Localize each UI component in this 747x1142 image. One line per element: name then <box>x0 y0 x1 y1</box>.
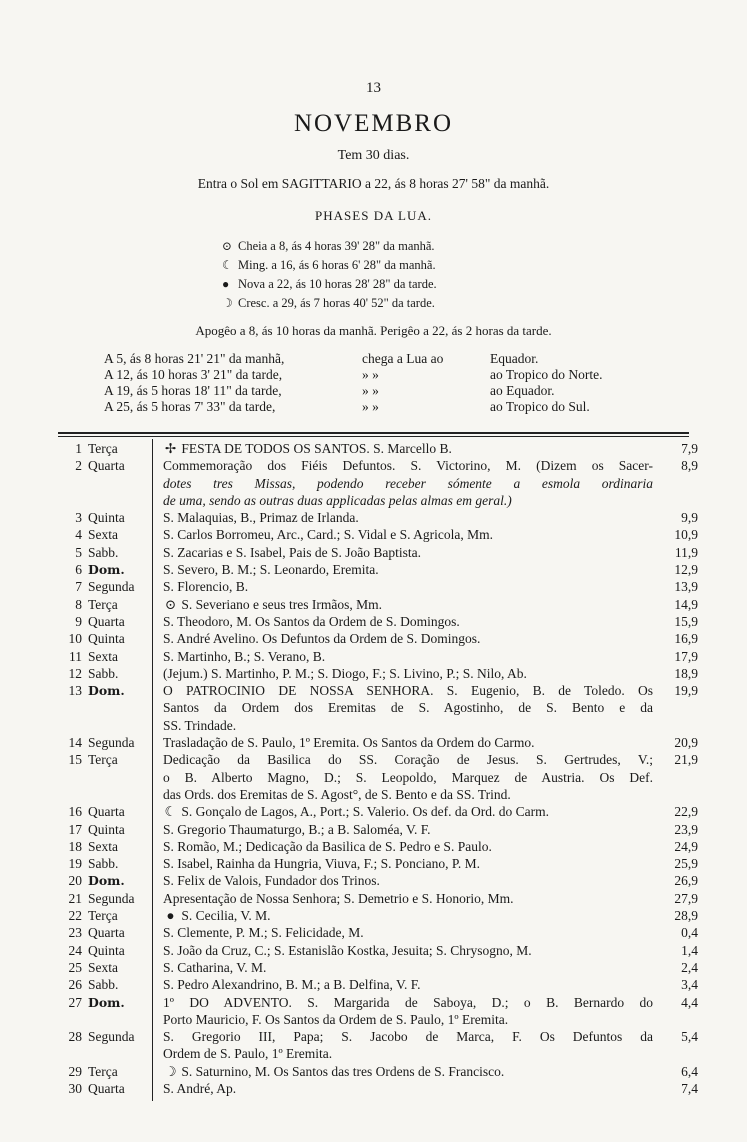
day-number: 10 <box>68 631 82 647</box>
description-line <box>163 924 653 941</box>
day-description <box>157 1028 653 1063</box>
weekday: Dom. <box>88 873 125 889</box>
description-line <box>163 492 653 509</box>
description-text: S. André, Ap. <box>163 1080 237 1096</box>
description-text: S. Clemente, P. M.; S. Felicidade, M. <box>163 925 364 941</box>
weekday: Sexta <box>88 648 118 664</box>
day-description <box>157 734 653 751</box>
moon-position-date: A 5, ás 8 horas 21' 21" da manhã, <box>104 351 285 366</box>
description-line <box>163 596 653 613</box>
weekday: Terça <box>88 908 118 924</box>
calendar-row <box>58 872 698 889</box>
moon-age-value: 12,9 <box>674 562 698 578</box>
description-text: S. Felix de Valois, Fundador dos Trinos. <box>163 873 380 889</box>
calendar-row <box>58 1028 698 1063</box>
weekday: Quarta <box>88 613 125 629</box>
calendar-row <box>58 924 698 941</box>
description-line <box>163 613 653 630</box>
moon-age-value: 9,9 <box>681 510 698 526</box>
page-number: 13 <box>366 80 381 96</box>
day-description <box>157 457 653 509</box>
moon-age-value: 18,9 <box>674 665 698 681</box>
moon-age-value: 8,9 <box>681 458 698 474</box>
description-text: S. Carlos Borromeu, Arc., Card.; S. Vidal e S. Agricola, Mm. <box>163 527 494 543</box>
description-text: Ordem de S. Paulo, 1º Eremita. <box>163 1046 333 1062</box>
description-line <box>163 544 653 561</box>
moon-position-row <box>104 399 664 415</box>
calendar-row <box>58 976 698 993</box>
moon-age-value: 3,4 <box>681 977 698 993</box>
moon-position-date: A 19, ás 5 horas 18' 11" da tarde, <box>104 383 282 398</box>
calendar-row <box>58 751 698 803</box>
description-line <box>163 1080 653 1097</box>
moon-phase-text: Cheia a 8, ás 4 horas 39' 28" da manhã. <box>238 239 435 253</box>
day-description <box>157 1063 653 1080</box>
day-description <box>157 976 653 993</box>
weekday: Dom. <box>88 562 125 578</box>
day-description <box>157 578 653 595</box>
moon-age-value: 13,9 <box>674 579 698 595</box>
moon-age-value: 26,9 <box>674 873 698 889</box>
moon-age-value: 23,9 <box>674 821 698 837</box>
description-line <box>163 786 653 803</box>
calendar-row <box>58 803 698 820</box>
full-moon-icon: ⊙ <box>222 239 233 253</box>
moon-phases-list <box>222 237 552 313</box>
moon-position-mid: » » <box>362 399 379 414</box>
description-text: S. Theodoro, M. Os Santos da Ordem de S. Domingos. <box>163 613 460 629</box>
description-text: S. André Avelino. Os Defuntos da Ordem de S. Domingos. <box>163 631 481 647</box>
description-text: Apresentação de Nossa Senhora; S. Demetrio e S. Honorio, Mm. <box>163 890 514 906</box>
description-line <box>163 734 653 751</box>
calendar-row <box>58 561 698 578</box>
day-number: 20 <box>68 873 82 889</box>
moon-phase-text: Nova a 22, ás 10 horas 28' 28" da tarde. <box>238 277 437 291</box>
moon-position-mid: chega a Lua ao <box>362 351 444 366</box>
new-moon-icon: ● <box>166 908 175 924</box>
day-number: 22 <box>68 908 82 924</box>
day-number: 5 <box>75 544 82 560</box>
description-line <box>163 821 653 838</box>
day-number: 26 <box>68 977 82 993</box>
calendar-row <box>58 596 698 613</box>
full-moon-icon: ⊙ <box>164 596 177 612</box>
description-text: Santos da Ordem dos Eremitas de S. Agostinho, de S. Bento e da <box>163 700 653 716</box>
day-number: 19 <box>68 856 82 872</box>
day-description <box>157 838 653 855</box>
moon-age-value: 5,4 <box>681 1029 698 1045</box>
description-text: S. Romão, M.; Dedicação da Basilica de S. Pedro e S. Paulo. <box>163 838 492 854</box>
calendar-row <box>58 855 698 872</box>
weekday: Quarta <box>88 458 125 474</box>
day-description <box>157 855 653 872</box>
weekday: Quarta <box>88 804 125 820</box>
day-number: 16 <box>68 804 82 820</box>
day-description <box>157 526 653 543</box>
calendar-row <box>58 526 698 543</box>
moon-position-dest: ao Equador. <box>490 383 555 398</box>
description-line <box>163 769 653 786</box>
description-text: S. Saturnino, M. Os Santos das tres Ordens de S. Francisco. <box>181 1063 505 1079</box>
description-line <box>163 1063 653 1080</box>
calendar-row <box>58 1080 698 1097</box>
description-line <box>163 872 653 889</box>
description-text: S. Severo, B. M.; S. Leonardo, Eremita. <box>163 562 379 578</box>
weekday: Terça <box>88 752 118 768</box>
weekday: Segunda <box>88 1029 135 1045</box>
description-line <box>163 1028 653 1045</box>
moon-position-date: A 25, ás 5 horas 7' 33" da tarde, <box>104 399 276 414</box>
weekday: Quinta <box>88 510 125 526</box>
calendar-row <box>58 440 698 457</box>
weekday: Sabb. <box>88 856 119 872</box>
weekday: Sexta <box>88 527 118 543</box>
description-text: S. Catharina, V. M. <box>163 959 267 975</box>
day-number: 24 <box>68 942 82 958</box>
weekday: Quarta <box>88 1080 125 1096</box>
day-description <box>157 561 653 578</box>
weekday: Quarta <box>88 925 125 941</box>
day-number: 18 <box>68 838 82 854</box>
moon-position-mid: » » <box>362 383 379 398</box>
weekday: Terça <box>88 1063 118 1079</box>
moon-position-dest: Equador. <box>490 351 539 366</box>
moon-age-value: 15,9 <box>674 613 698 629</box>
days-count: Tem 30 dias. <box>337 148 410 163</box>
calendar-row <box>58 959 698 976</box>
weekday: Sexta <box>88 959 118 975</box>
description-text: S. Pedro Alexandrino, B. M.; a B. Delfina, V. F. <box>163 977 421 993</box>
day-description <box>157 907 653 924</box>
month-title: NOVEMBRO <box>293 110 454 137</box>
description-text: O PATROCINIO DE NOSSA SENHORA. S. Eugenio, B. de Toledo. Os <box>163 683 653 699</box>
description-text: das Ords. dos Eremitas de S. Agost°, de S. Bento e da SS. Trind. <box>163 786 511 802</box>
calendar-row <box>58 942 698 959</box>
calendar-row <box>58 457 698 509</box>
description-line <box>163 751 653 768</box>
description-text: S. Gregorio III, Papa; S. Jacobo de Marca, F. Os Defuntos da <box>163 1029 653 1045</box>
day-number: 25 <box>68 959 82 975</box>
description-text: S. Zacarias e S. Isabel, Pais de S. João Baptista. <box>163 544 421 560</box>
day-number: 28 <box>68 1029 82 1045</box>
description-text: Commemoração dos Fiéis Defuntos. S. Victorino, M. (Dizem os Sacer- <box>163 458 653 474</box>
moon-phase-row <box>222 275 552 294</box>
weekday: Segunda <box>88 579 135 595</box>
calendar-row <box>58 994 698 1029</box>
moon-age-value: 22,9 <box>674 804 698 820</box>
description-line <box>163 838 653 855</box>
description-text: SS. Trindade. <box>163 717 237 733</box>
calendar-row <box>58 890 698 907</box>
description-line <box>163 682 653 699</box>
moon-age-value: 25,9 <box>674 856 698 872</box>
calendar-row <box>58 509 698 526</box>
cross-icon: ✢ <box>164 441 177 456</box>
day-number: 9 <box>75 613 82 629</box>
description-text: o B. Alberto Magno, D.; S. Leopoldo, Marquez de Austria. Os Def. <box>163 769 653 785</box>
moon-phase-row <box>222 237 552 256</box>
description-text: Porto Mauricio, F. Os Santos da Ordem de S. Paulo, 1º Eremita. <box>163 1011 509 1027</box>
description-line <box>163 803 653 820</box>
moon-age-value: 28,9 <box>674 908 698 924</box>
calendar-row <box>58 1063 698 1080</box>
weekday: Sabb. <box>88 977 119 993</box>
moon-age-value: 20,9 <box>674 735 698 751</box>
moon-position-dest: ao Tropico do Sul. <box>490 399 590 414</box>
calendar-row <box>58 665 698 682</box>
day-number: 27 <box>68 994 82 1010</box>
moon-phase-row <box>222 256 552 275</box>
calendar-row <box>58 544 698 561</box>
description-text: S. Malaquias, B., Primaz de Irlanda. <box>163 510 359 526</box>
description-text: dotes tres Missas, podendo receber sómente a esmola ordinaria <box>163 475 653 491</box>
description-text: S. João da Cruz, C.; S. Estanislão Kostka, Jesuita; S. Chrysogno, M. <box>163 942 532 958</box>
description-line <box>163 717 653 734</box>
day-description <box>157 1080 653 1097</box>
day-number: 23 <box>68 925 82 941</box>
apogee-line: Apogêo a 8, ás 10 horas da manhã. Perigêo a 22, ás 2 horas da tarde. <box>195 323 552 338</box>
day-number: 14 <box>68 735 82 751</box>
day-description <box>157 959 653 976</box>
moon-age-value: 27,9 <box>674 890 698 906</box>
description-text: S. Florencio, B. <box>163 579 249 595</box>
day-description <box>157 994 653 1029</box>
moon-age-value: 21,9 <box>674 752 698 768</box>
day-description <box>157 821 653 838</box>
calendar-row <box>58 648 698 665</box>
description-line <box>163 475 653 492</box>
day-number: 8 <box>75 596 82 612</box>
description-text: 1º DO ADVENTO. S. Margarida de Saboya, D.; o B. Bernardo do <box>163 994 653 1010</box>
moon-age-value: 14,9 <box>674 596 698 612</box>
day-description <box>157 509 653 526</box>
moon-age-value: 1,4 <box>681 942 698 958</box>
description-text: (Jejum.) S. Martinho, P. M.; S. Diogo, F.; S. Livino, P.; S. Nilo, Ab. <box>163 665 527 681</box>
day-number: 29 <box>68 1063 82 1079</box>
moon-phase-text: Cresc. a 29, ás 7 horas 40' 52" da tarde. <box>238 296 435 310</box>
description-line <box>163 994 653 1011</box>
waning-moon-icon: ☾ <box>164 804 177 820</box>
day-description <box>157 924 653 941</box>
moon-position-row <box>104 367 664 383</box>
day-description <box>157 872 653 889</box>
description-line <box>163 699 653 716</box>
weekday: Segunda <box>88 735 135 751</box>
weekday: Quinta <box>88 631 125 647</box>
weekday: Sabb. <box>88 665 119 681</box>
description-line <box>163 648 653 665</box>
day-number: 6 <box>75 562 82 578</box>
phases-title: PHASES DA LUA. <box>315 208 432 223</box>
description-line <box>163 578 653 595</box>
description-line <box>163 855 653 872</box>
moon-position-row <box>104 383 664 399</box>
weekday: Segunda <box>88 890 135 906</box>
description-line <box>163 509 653 526</box>
moon-age-value: 2,4 <box>681 959 698 975</box>
day-number: 17 <box>68 821 82 837</box>
moon-position-dest: ao Tropico do Norte. <box>490 367 603 382</box>
description-line <box>163 440 653 457</box>
calendar-row <box>58 907 698 924</box>
description-line <box>163 890 653 907</box>
waxing-moon-icon: ☽ <box>222 296 233 310</box>
moon-phase-row <box>222 294 552 313</box>
moon-age-value: 17,9 <box>674 648 698 664</box>
description-text: S. Gregorio Thaumaturgo, B.; a B. Saloméa, V. F. <box>163 821 431 837</box>
description-text: S. Isabel, Rainha da Hungria, Viuva, F.; S. Ponciano, P. M. <box>163 856 480 872</box>
description-line <box>163 907 653 924</box>
moon-position-mid: » » <box>362 367 379 382</box>
day-number: 1 <box>75 441 82 456</box>
moon-age-value: 4,4 <box>681 994 698 1010</box>
description-text: FESTA DE TODOS OS SANTOS. S. Marcello B. <box>181 441 452 456</box>
weekday: Quinta <box>88 821 125 837</box>
day-number: 7 <box>75 579 82 595</box>
description-line <box>163 665 653 682</box>
day-number: 15 <box>68 752 82 768</box>
calendar-row <box>58 734 698 751</box>
calendar-row <box>58 578 698 595</box>
moon-age-value: 0,4 <box>681 925 698 941</box>
day-number: 30 <box>68 1080 82 1096</box>
day-number: 2 <box>75 458 82 474</box>
day-description <box>157 803 653 820</box>
sun-entry-line: Entra o Sol em SAGITTARIO a 22, ás 8 horas 27' 58" da manhã. <box>197 176 550 191</box>
moon-age-value: 7,4 <box>681 1080 698 1096</box>
day-description <box>157 682 653 734</box>
description-text: Trasladação de S. Paulo, 1º Eremita. Os Santos da Ordem do Carmo. <box>163 735 535 751</box>
day-number: 13 <box>68 683 82 699</box>
weekday: Quinta <box>88 942 125 958</box>
description-line <box>163 630 653 647</box>
description-text: S. Cecilia, V. M. <box>181 908 271 924</box>
calendar-row <box>58 821 698 838</box>
calendar-row <box>58 838 698 855</box>
moon-age-value: 10,9 <box>674 527 698 543</box>
moon-age-value: 11,9 <box>674 544 698 560</box>
day-description <box>157 596 653 613</box>
description-line <box>163 457 653 474</box>
day-description <box>157 751 653 803</box>
moon-age-value: 7,9 <box>681 441 698 456</box>
new-moon-icon: ● <box>222 277 230 291</box>
day-description <box>157 665 653 682</box>
day-description <box>157 544 653 561</box>
calendar-row <box>58 630 698 647</box>
moon-age-value: 16,9 <box>674 631 698 647</box>
description-line <box>163 959 653 976</box>
description-text: S. Martinho, B.; S. Verano, B. <box>163 648 326 664</box>
calendar-row <box>58 682 698 734</box>
calendar-table <box>58 440 698 1097</box>
day-description <box>157 942 653 959</box>
description-line <box>163 942 653 959</box>
description-text: de uma, sendo as outras duas applicadas pelas almas em geral.) <box>163 492 512 508</box>
description-text: S. Severiano e seus tres Irmãos, Mm. <box>181 596 382 612</box>
moon-age-value: 24,9 <box>674 838 698 854</box>
day-number: 11 <box>69 648 82 664</box>
description-line <box>163 976 653 993</box>
moon-positions-list <box>104 351 664 415</box>
day-number: 3 <box>75 510 82 526</box>
moon-age-value: 6,4 <box>681 1063 698 1079</box>
day-description <box>157 440 653 457</box>
table-top-rule <box>58 432 689 434</box>
weekday: Sabb. <box>88 544 119 560</box>
day-description <box>157 613 653 630</box>
description-line <box>163 1045 653 1062</box>
weekday: Dom. <box>88 994 125 1010</box>
waning-moon-icon: ☾ <box>222 258 233 272</box>
day-description <box>157 648 653 665</box>
day-number: 21 <box>68 890 82 906</box>
weekday: Dom. <box>88 683 125 699</box>
moon-position-row <box>104 351 664 367</box>
description-text: Dedicação da Basilica do SS. Coração de Jesus. S. Gertrudes, V.; <box>163 752 653 768</box>
day-description <box>157 890 653 907</box>
weekday: Terça <box>88 441 118 456</box>
day-description <box>157 630 653 647</box>
table-top-rule-thin <box>58 436 689 437</box>
weekday: Sexta <box>88 838 118 854</box>
weekday: Terça <box>88 596 118 612</box>
moon-age-value: 19,9 <box>674 683 698 699</box>
description-line <box>163 1011 653 1028</box>
moon-phase-text: Ming. a 16, ás 6 horas 6' 28" da manhã. <box>238 258 436 272</box>
description-text: S. Gonçalo de Lagos, A., Port.; S. Valerio. Os def. da Ord. do Carm. <box>181 804 549 820</box>
description-line <box>163 561 653 578</box>
description-line <box>163 526 653 543</box>
waxing-moon-icon: ☽ <box>164 1063 177 1079</box>
day-number: 4 <box>75 527 82 543</box>
calendar-row <box>58 613 698 630</box>
day-number: 12 <box>68 665 82 681</box>
moon-position-date: A 12, ás 10 horas 3' 21" da tarde, <box>104 367 283 382</box>
